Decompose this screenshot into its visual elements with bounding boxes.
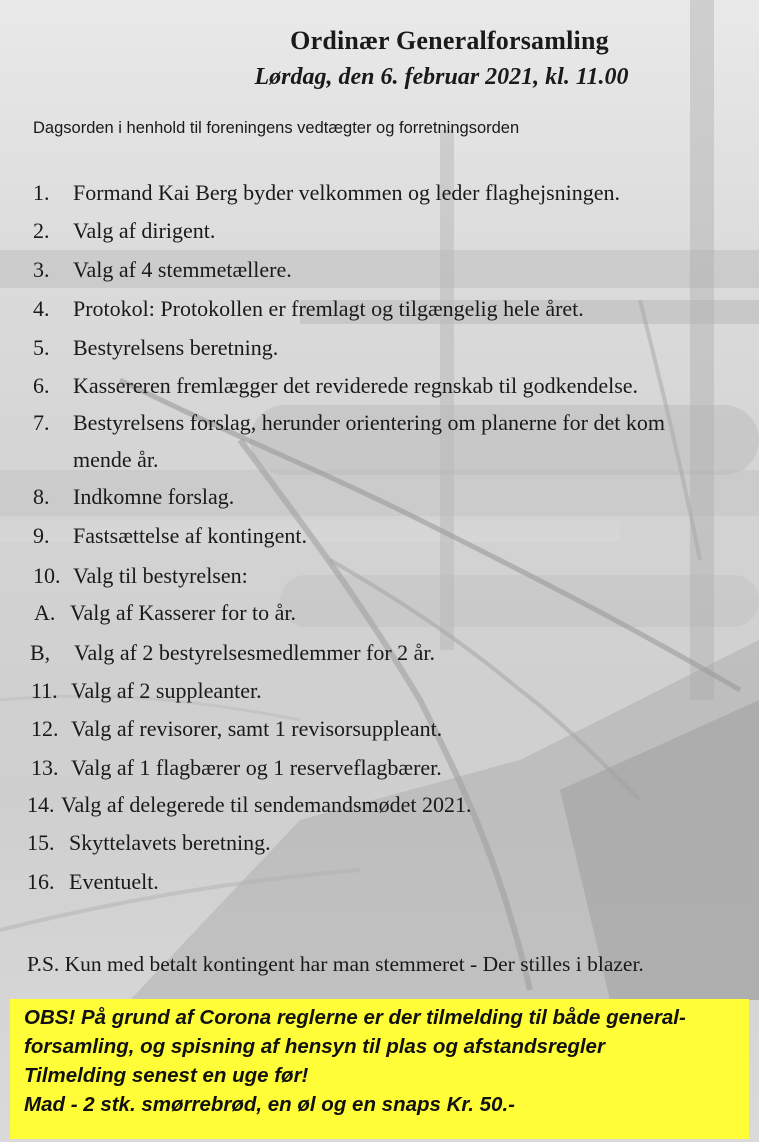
agenda-item-number: 5. <box>33 335 50 360</box>
notice-line: Tilmelding senest en uge før! <box>24 1064 309 1087</box>
agenda-item-number: 11. <box>31 678 58 703</box>
agenda-item-number: 14. <box>27 792 55 817</box>
agenda-item <box>33 180 620 206</box>
agenda-item <box>27 792 472 818</box>
agenda-item-text: Bestyrelsens beretning. <box>73 335 279 360</box>
agenda-item-number: A. <box>34 600 56 625</box>
agenda-item-text: Bestyrelsens forslag, herunder orientering om planerne for det kom <box>73 410 665 435</box>
notice-line: OBS! På grund af Corona reglerne er der tilmelding til både general- <box>24 1006 686 1029</box>
agenda-item <box>27 830 271 856</box>
notice-line: forsamling, og spisning af hensyn til plas og afstandsregler <box>24 1035 605 1058</box>
agenda-item-number: 8. <box>33 484 50 509</box>
agenda-item-number: 16. <box>27 869 55 894</box>
agenda-item-number: 6. <box>33 373 50 398</box>
page-title: Ordinær Generalforsamling <box>290 26 609 55</box>
agenda-item <box>33 563 248 589</box>
agenda-item <box>34 600 296 626</box>
agenda-item-text: Kassereren fremlægger det reviderede regnskab til godkendelse. <box>73 373 639 398</box>
agenda-item-number: 2. <box>33 218 50 243</box>
agenda-item-number: 13. <box>31 755 59 780</box>
agenda-item-text: Valg af 2 bestyrelsesmedlemmer for 2 år. <box>74 640 436 665</box>
agenda-item-text: Valg af delegerede til sendemandsmødet 2021. <box>61 792 472 817</box>
agenda-item <box>33 296 584 322</box>
agenda-item-number: 1. <box>33 180 50 205</box>
agenda-item-text: Valg af Kasserer for to år. <box>70 600 297 625</box>
agenda-intro: Dagsorden i henhold til foreningens vedtægter og forretningsorden <box>33 119 520 137</box>
agenda-item-text: Skyttelavets beretning. <box>69 830 271 855</box>
agenda-item-number: 7. <box>33 410 50 435</box>
notice-box <box>10 999 749 1139</box>
agenda-item-number: 15. <box>27 830 55 855</box>
agenda-item <box>30 640 435 666</box>
agenda-item <box>33 523 307 549</box>
agenda-item <box>31 678 262 704</box>
agenda-item-text: Valg af dirigent. <box>73 218 216 243</box>
agenda-item-number: 9. <box>33 523 50 548</box>
agenda-item <box>33 373 638 399</box>
agenda-item-text: Indkomne forslag. <box>73 484 235 509</box>
agenda-item <box>31 716 442 742</box>
agenda-item-continuation <box>73 447 159 473</box>
agenda-item-number: 4. <box>33 296 50 321</box>
agenda-item-text: mende år. <box>73 447 159 472</box>
agenda-item <box>33 257 292 283</box>
postscript-note: P.S. Kun med betalt kontingent har man stemmeret - Der stilles i blazer. <box>27 952 644 976</box>
agenda-item-text: Valg af 1 flagbærer og 1 reserveflagbærer. <box>71 755 442 780</box>
meeting-date: Lørdag, den 6. februar 2021, kl. 11.00 <box>254 64 629 90</box>
agenda-item-text: Valg af 4 stemmetællere. <box>73 257 292 282</box>
agenda-item-number: B, <box>30 640 51 665</box>
agenda-item-number: 10. <box>33 563 61 588</box>
agenda-item <box>33 410 665 436</box>
agenda-item-text: Valg til bestyrelsen: <box>73 563 248 588</box>
agenda-item <box>33 484 234 510</box>
notice-line: Mad - 2 stk. smørrebrød, en øl og en snaps Kr. 50.- <box>24 1093 515 1116</box>
agenda-item-number: 12. <box>31 716 59 741</box>
agenda-item <box>33 335 278 361</box>
agenda-item-text: Valg af 2 suppleanter. <box>71 678 262 703</box>
agenda-item-text: Fastsættelse af kontingent. <box>73 523 308 548</box>
agenda-item <box>33 218 215 244</box>
agenda-item-text: Valg af revisorer, samt 1 revisorsuppleant. <box>71 716 443 741</box>
agenda-item-text: Protokol: Protokollen er fremlagt og tilgængelig hele året. <box>73 296 584 321</box>
agenda-item <box>27 869 159 895</box>
agenda-item <box>31 755 442 781</box>
agenda-item-number: 3. <box>33 257 50 282</box>
agenda-item-text: Eventuelt. <box>69 869 159 894</box>
agenda-item-text: Formand Kai Berg byder velkommen og leder flaghejsningen. <box>73 180 621 205</box>
